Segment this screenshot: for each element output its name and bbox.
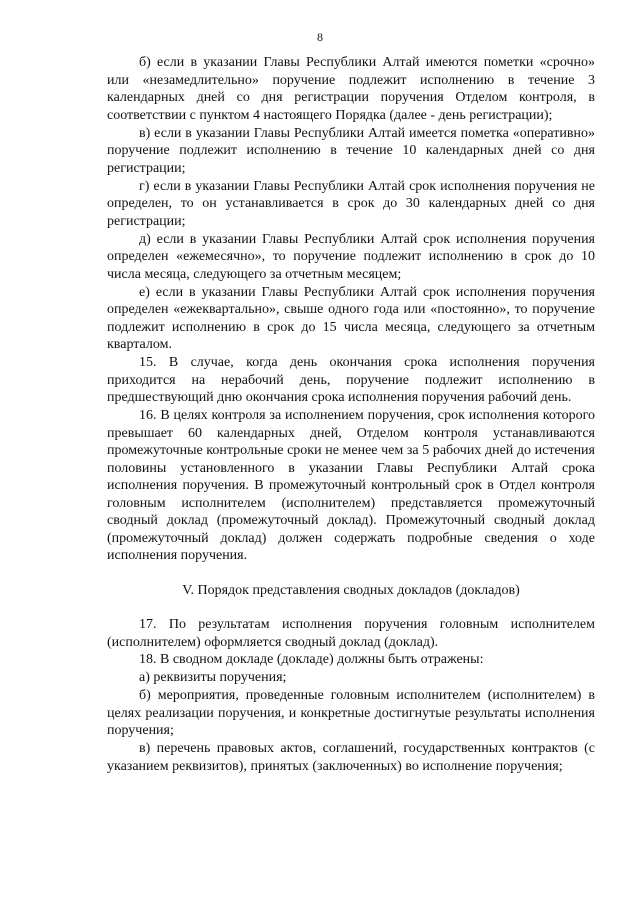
- page-number: 8: [317, 30, 323, 44]
- paragraph-item-b: б) если в указании Главы Республики Алтай имеются пометки «срочно» или «незамедлительно» поручение подлежит исполнению в течение 3 календарных дней со дня регистрации поручения Отделом контроля, в соответствии с пунктом 4 настоящего Порядка (далее - день регистрации);: [107, 55, 595, 123]
- paragraph-item-d: д) если в указании Главы Республики Алтай срок исполнения поручения определен «ежемесячно», то поручение подлежит исполнению в срок до 10 числа месяца, следующего за отчетным месяцем;: [107, 231, 595, 282]
- section-heading: V. Порядок представления сводных докладов (докладов): [182, 582, 520, 598]
- paragraph-18-item-a: а) реквизиты поручения;: [139, 670, 287, 685]
- paragraph-18-item-v: в) перечень правовых актов, соглашений, государственных контрактов (с указанием реквизитов), принятых (заключенных) во исполнение поручения;: [107, 741, 595, 774]
- paragraph-item-g: г) если в указании Главы Республики Алтай срок исполнения поручения не определен, то он устанавливается в срок до 30 календарных дней со дня регистрации;: [107, 178, 595, 229]
- paragraph-18: 18. В сводном докладе (докладе) должны быть отражены:: [139, 652, 484, 667]
- paragraph-item-v: в) если в указании Главы Республики Алтай имеется пометка «оперативно» поручение подлежит исполнению в течение 10 календарных дней со дня регистрации;: [107, 125, 595, 176]
- document-body: [107, 54, 595, 775]
- paragraph-15: 15. В случае, когда день окончания срока исполнения поручения приходится на нерабочий день, поручение подлежит исполнению в предшествующий дню окончания срока исполнения поручения рабочий день.: [107, 355, 595, 405]
- paragraph-17: 17. По результатам исполнения поручения головным исполнителем (исполнителем) оформляется сводный доклад (доклад).: [107, 617, 595, 650]
- paragraph-18-item-b: б) мероприятия, проведенные головным исполнителем (исполнителем) в целях реализации поручения, и конкретные достигнутые результаты исполнения поручения;: [107, 688, 595, 738]
- paragraph-16: 16. В целях контроля за исполнением поручения, срок исполнения которого превышает 60 календарных дней, Отделом контроля устанавливаются промежуточные контрольные сроки не менее чем за 5 рабочих дней до истечения половины установленного в указании Главы Республики Алтай срока исполнения поручения. В промежуточный контрольный срок в Отдел контроля головным исполнителем (исполнителем) представляется промежуточный сводный доклад (промежуточный доклад). Промежуточный сводный доклад (промежуточный доклад) должен содержать подробные сведения о ходе исполнения поручения.: [107, 408, 595, 563]
- paragraph-item-e: е) если в указании Главы Республики Алтай срок исполнения поручения определен «ежеквартально», свыше одного года или «постоянно», то поручение подлежит исполнению в срок до 15 числа месяца, следующего за отчетным кварталом.: [107, 284, 595, 352]
